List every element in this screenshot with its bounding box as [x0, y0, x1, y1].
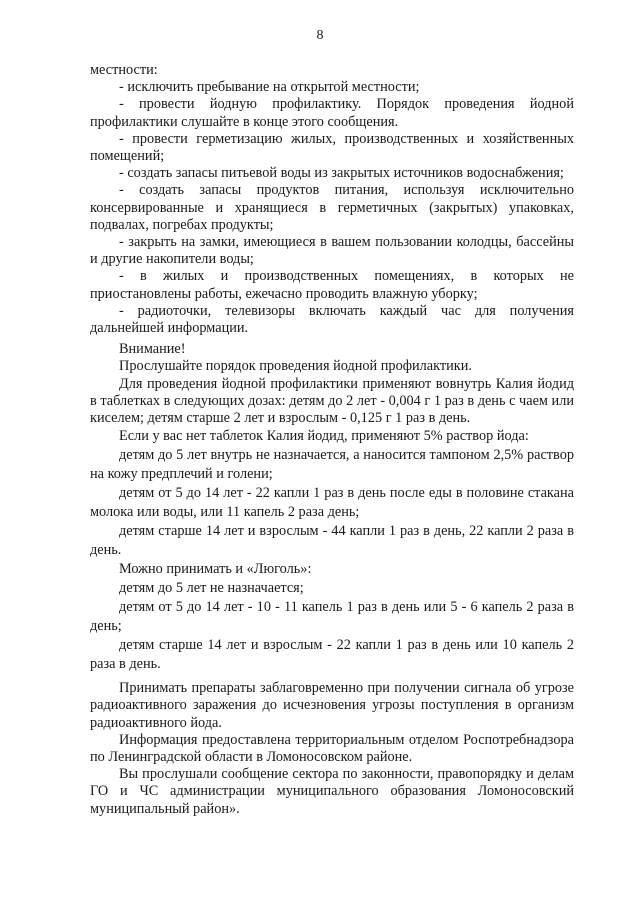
- paragraph: Прослушайте порядок проведения йодной профилактики.: [119, 358, 472, 375]
- paragraph: - радиоточки, телевизоры включать каждый час для получения дальнейшей информации.: [90, 302, 574, 337]
- paragraph: детям от 5 до 14 лет - 10 - 11 капель 1 раз в день или 5 - 6 капель 2 раза в день;: [90, 599, 574, 635]
- paragraph: Для проведения йодной профилактики применяют вовнутрь Калия йодид в таблетках в следующих дозах: детям до 2 лет - 0,004 г 1 раз в день с чаем или киселем; детям старше 2 лет и взрослым - 0,125 г 1 раз в день.: [90, 375, 574, 427]
- paragraph: Если у вас нет таблеток Калия йодид, применяют 5% раствор йода:: [119, 428, 529, 445]
- paragraph: - создать запасы продуктов питания, используя исключительно консервированные и хранящиеся в герметичных (закрытых) упаковках, подвалах, погребах продукты;: [90, 182, 574, 233]
- paragraph: Вы прослушали сообщение сектора по законности, правопорядку и делам ГО и ЧС администрации муниципального образования Ломоносовский муниципальный район».: [90, 766, 574, 817]
- paragraph: - в жилых и производственных помещениях, в которых не приостановлены работы, ежечасно проводить влажную уборку;: [90, 268, 574, 302]
- paragraph: детям от 5 до 14 лет - 22 капли 1 раз в день после еды в половине стакана молока или воды, или 11 капель 2 раза день;: [90, 485, 574, 521]
- paragraph: Внимание!: [119, 341, 186, 358]
- paragraph: - провести йодную профилактику. Порядок проведения йодной профилактики слушайте в конце этого сообщения.: [90, 96, 574, 130]
- paragraph: Информация предоставлена территориальным отделом Роспотребнадзора по Ленинградской области в Ломоносовском районе.: [90, 731, 574, 766]
- paragraph: - создать запасы питьевой воды из закрытых источников водоснабжения;: [119, 165, 564, 182]
- paragraph: детям старше 14 лет и взрослым - 44 капли 1 раз в день, 22 капли 2 раза в день.: [90, 523, 574, 559]
- document-body: [90, 62, 574, 818]
- paragraph: - исключить пребывание на открытой местности;: [119, 79, 420, 96]
- paragraph: - закрыть на замки, имеющиеся в вашем пользовании колодцы, бассейны и другие накопители воды;: [90, 234, 574, 268]
- paragraph: Можно принимать и «Люголь»:: [119, 561, 312, 578]
- paragraph: - провести герметизацию жилых, производственных и хозяйственных помещений;: [90, 130, 574, 165]
- paragraph: Принимать препараты заблаговременно при получении сигнала об угрозе радиоактивного заражения до исчезновения угрозы поступления в организм радиоактивного йода.: [90, 680, 574, 731]
- page-number: 8: [316, 28, 324, 43]
- paragraph: детям до 5 лет внутрь не назначается, а наносится тампоном 2,5% раствор на кожу предплечий и голени;: [90, 447, 574, 483]
- paragraph: местности:: [90, 62, 158, 78]
- paragraph: детям до 5 лет не назначается;: [119, 580, 304, 597]
- paragraph: детям старше 14 лет и взрослым - 22 капли 1 раз в день или 10 капель 2 раза в день.: [90, 637, 574, 673]
